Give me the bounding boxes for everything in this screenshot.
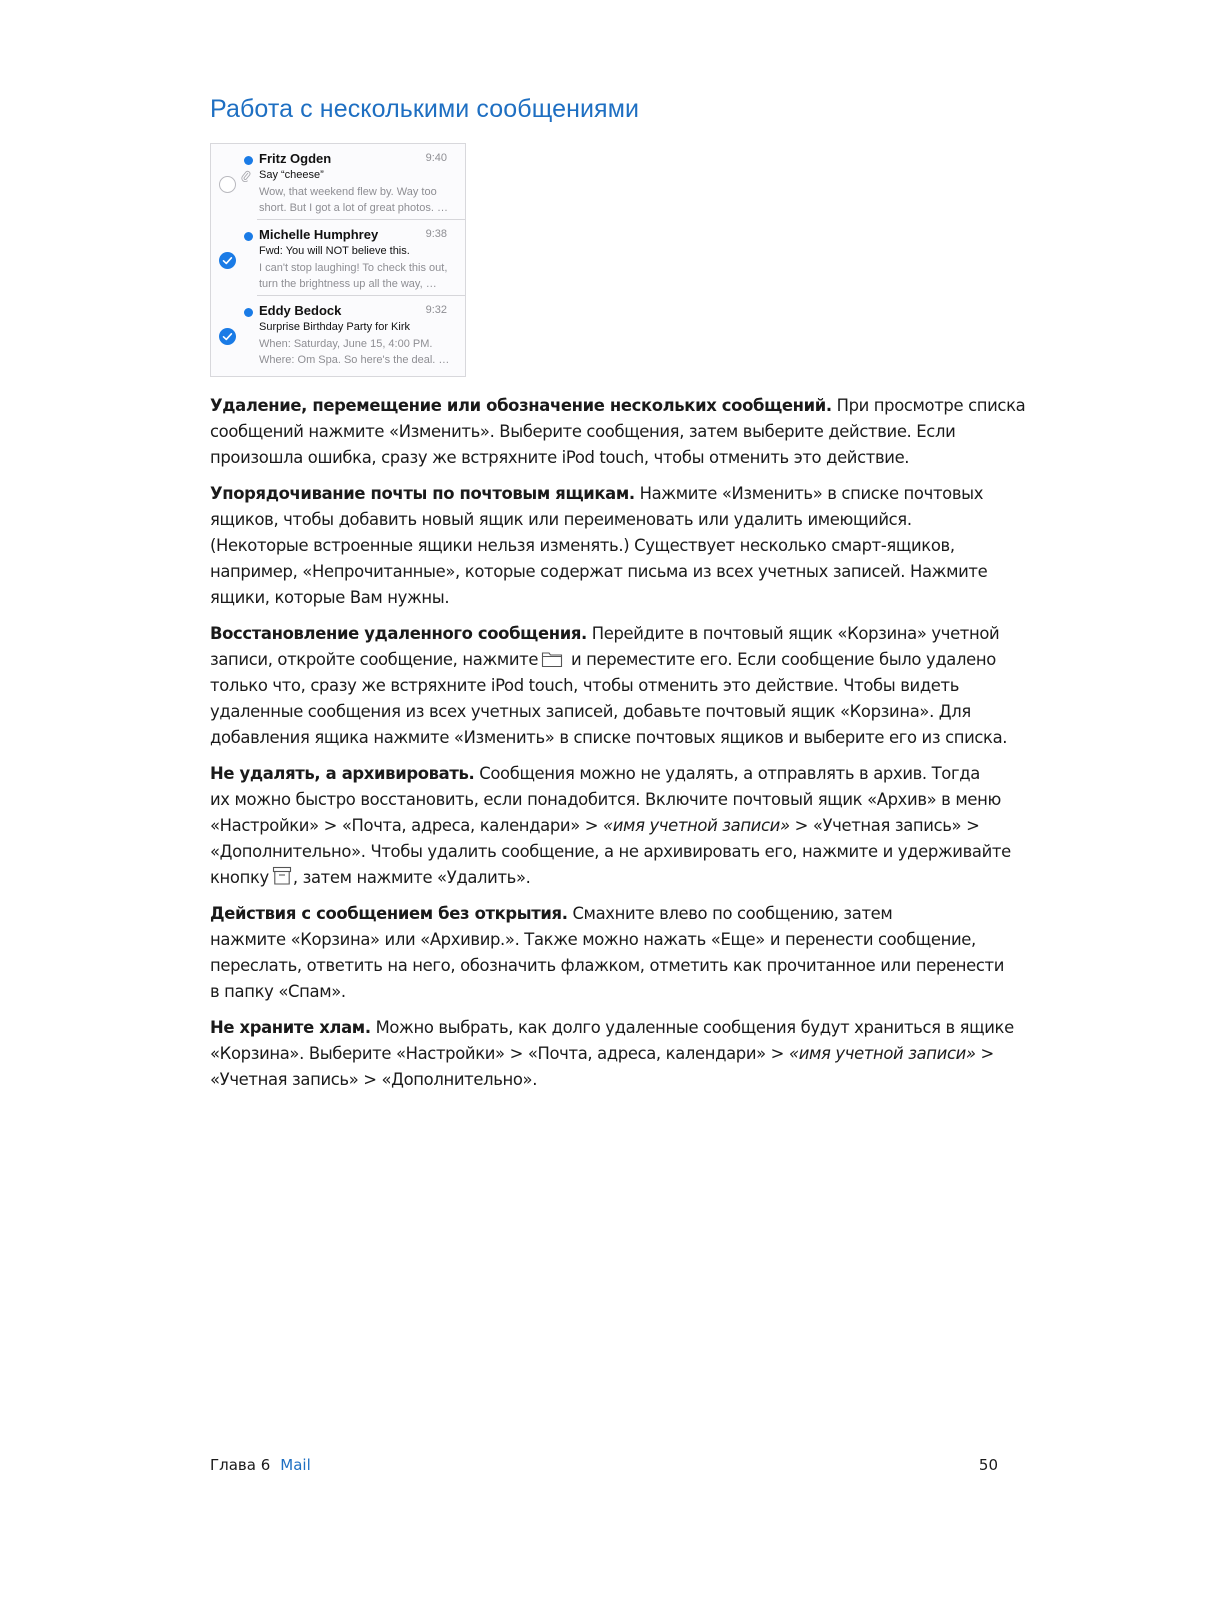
message-preview bbox=[259, 260, 459, 292]
text-line: «Учетная запись» > «Дополнительно». bbox=[210, 1070, 538, 1089]
paragraph-restore-message bbox=[210, 621, 1008, 751]
text-line: При просмотре списка bbox=[831, 396, 1026, 415]
archive-box-icon bbox=[272, 866, 292, 886]
text-line: ящики, которые Вам нужны. bbox=[210, 588, 450, 607]
unread-dot-icon bbox=[244, 156, 253, 165]
paragraph-heading: Восстановление удаленного сообщения. bbox=[210, 624, 587, 643]
preview-line: turn the brightness up all the way, … bbox=[259, 278, 437, 290]
text-line: и переместите его. Если сообщение было удалено bbox=[566, 650, 996, 669]
text-line: сообщений нажмите «Изменить». Выберите сообщения, затем выберите действие. Если bbox=[210, 422, 956, 441]
text-line: Нажмите «Изменить» в списке почтовых bbox=[634, 484, 984, 503]
checkmark-circle-icon bbox=[219, 252, 236, 269]
message-time: 9:38 bbox=[425, 228, 447, 240]
unread-dot-icon bbox=[244, 232, 253, 241]
mail-list-item bbox=[211, 220, 465, 296]
sender-name: Fritz Ogden bbox=[259, 151, 332, 166]
text-line: нажмите «Корзина» или «Архивир.». Также можно нажать «Еще» и перенести сообщение, bbox=[210, 930, 976, 949]
message-time: 9:40 bbox=[425, 152, 447, 164]
text-line: > «Учетная запись» > bbox=[789, 816, 980, 835]
folder-icon bbox=[541, 650, 563, 668]
mail-list-item bbox=[211, 296, 465, 372]
text-line: кнопку bbox=[210, 868, 269, 887]
text-line: произошла ошибка, сразу же встряхните iPod touch, чтобы отменить это действие. bbox=[210, 448, 910, 467]
text-line: их можно быстро восстановить, если понадобится. Включите почтовый ящик «Архив» в меню bbox=[210, 790, 1001, 809]
preview-line: Wow, that weekend flew by. Way too bbox=[259, 186, 437, 198]
checkmark-circle-icon bbox=[219, 328, 236, 345]
message-preview bbox=[259, 336, 459, 368]
text-line: Перейдите в почтовый ящик «Корзина» учетной bbox=[586, 624, 1000, 643]
mail-list-item bbox=[211, 144, 465, 220]
chapter-label: Глава 6 bbox=[210, 1456, 271, 1474]
text-line: только что, сразу же встряхните iPod touch, чтобы отменить это действие. Чтобы видеть bbox=[210, 676, 960, 695]
italic-placeholder: «имя учетной записи» bbox=[602, 816, 790, 835]
text-line: «Настройки» > «Почта, адреса, календари» > bbox=[210, 816, 603, 835]
text-line: в папку «Спам». bbox=[210, 982, 346, 1001]
preview-line: I can't stop laughing! To check this out, bbox=[259, 262, 448, 274]
text-line: переслать, ответить на него, обозначить флажком, отметить как прочитанное или перенести bbox=[210, 956, 1004, 975]
paragraph-delete-move bbox=[210, 393, 1026, 471]
text-line: например, «Непрочитанные», которые содержат письма из всех учетных записей. Нажмите bbox=[210, 562, 988, 581]
text-line: записи, откройте сообщение, нажмите bbox=[210, 650, 539, 669]
text-line: , затем нажмите «Удалить». bbox=[292, 868, 531, 887]
message-preview bbox=[259, 184, 459, 216]
preview-line: When: Saturday, June 15, 4:00 PM. bbox=[259, 338, 433, 350]
message-time: 9:32 bbox=[425, 304, 447, 316]
paragraph-organize-mailboxes bbox=[210, 481, 1005, 611]
paragraph-heading: Действия с сообщением без открытия. bbox=[210, 904, 568, 923]
text-line: удаленные сообщения из всех учетных записей, добавьте почтовый ящик «Корзина». Для bbox=[210, 702, 971, 721]
text-line: (Некоторые встроенные ящики нельзя изменять.) Существует несколько смарт-ящиков, bbox=[210, 536, 955, 555]
message-subject: Say “cheese” bbox=[259, 169, 324, 181]
italic-placeholder: «имя учетной записи» bbox=[788, 1044, 976, 1063]
paragraph-heading: Не удалять, а архивировать. bbox=[210, 764, 475, 783]
paragraph-trash-retention bbox=[210, 1015, 1014, 1093]
text-line: «Дополнительно». Чтобы удалить сообщение, а не архивировать его, нажмите и удерживайте bbox=[210, 842, 1011, 861]
text-line: Смахните влево по сообщению, затем bbox=[567, 904, 893, 923]
text-line: Сообщения можно не удалять, а отправлять в архив. Тогда bbox=[474, 764, 980, 783]
sender-name: Eddy Bedock bbox=[259, 303, 342, 318]
text-line: Можно выбрать, как долго удаленные сообщения будут храниться в ящике bbox=[370, 1018, 1014, 1037]
chapter-link[interactable]: Mail bbox=[280, 1456, 311, 1474]
paragraph-heading: Упорядочивание почты по почтовым ящикам. bbox=[210, 484, 635, 503]
sender-name: Michelle Humphrey bbox=[259, 227, 379, 242]
preview-line: Where: Om Spa. So here's the deal. … bbox=[259, 354, 450, 366]
unread-dot-icon bbox=[244, 308, 253, 317]
text-line: > bbox=[975, 1044, 994, 1063]
mail-list-screenshot bbox=[210, 143, 466, 377]
footer-chapter bbox=[210, 1456, 311, 1474]
message-subject: Fwd: You will NOT believe this. bbox=[259, 245, 410, 257]
message-subject: Surprise Birthday Party for Kirk bbox=[259, 321, 410, 333]
paragraph-heading: Удаление, перемещение или обозначение нескольких сообщений. bbox=[210, 396, 832, 415]
paragraph-heading: Не храните хлам. bbox=[210, 1018, 371, 1037]
text-line: «Корзина». Выберите «Настройки» > «Почта, адреса, календари» > bbox=[210, 1044, 789, 1063]
paragraph-archive bbox=[210, 761, 1011, 891]
paperclip-icon bbox=[241, 170, 251, 182]
text-line: добавления ящика нажмите «Изменить» в списке почтовых ящиков и выберите его из списка. bbox=[210, 728, 1008, 747]
text-line: ящиков, чтобы добавить новый ящик или переименовать или удалить имеющийся. bbox=[210, 510, 912, 529]
paragraph-swipe-actions bbox=[210, 901, 1005, 1005]
unselected-circle-icon bbox=[219, 176, 236, 193]
article-body bbox=[210, 393, 1026, 1103]
page-title: Работа с несколькими сообщениями bbox=[210, 95, 640, 123]
page-number: 50 bbox=[978, 1456, 998, 1474]
preview-line: short. But I got a lot of great photos. … bbox=[259, 202, 448, 214]
